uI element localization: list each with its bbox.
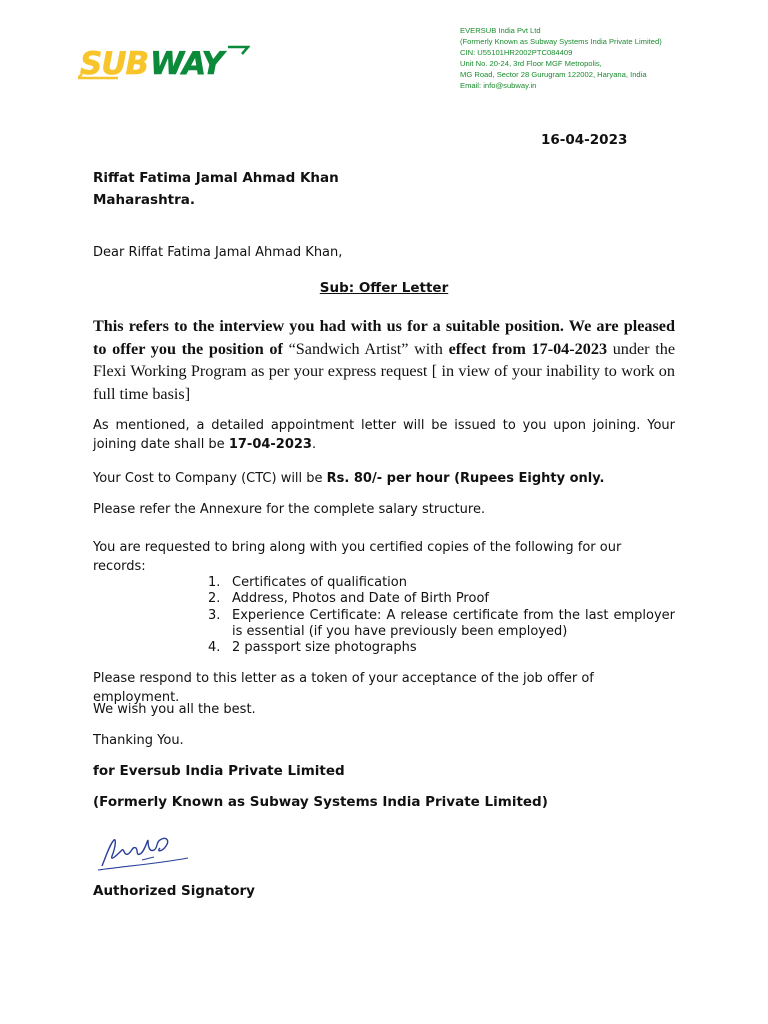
ctc-text: Your Cost to Company (CTC) will be: [93, 471, 327, 486]
ctc-paragraph: [93, 469, 675, 488]
documents-list: [208, 575, 675, 656]
list-text: Certificates of qualification: [232, 575, 407, 590]
authorized-signatory: Authorized Signatory: [93, 883, 255, 899]
intro-paragraph: [93, 315, 675, 405]
recipient-name: Riffat Fatima Jamal Ahmad Khan: [93, 170, 339, 186]
subject-line: Sub: Offer Letter: [319, 280, 449, 296]
company-line: (Formerly Known as Subway Systems India Private Limited): [460, 37, 662, 46]
signature-image: [96, 826, 196, 876]
company-line: Unit No. 20-24, 3rd Floor MGF Metropolis,: [460, 59, 602, 68]
respond-paragraph: Please respond to this letter as a token of your acceptance of the job offer of employment.: [93, 671, 594, 705]
intro-part1: This refers to the interview you had with us for a suitable position. We are pleased to offer you the position of: [93, 317, 675, 358]
formerly-known: (Formerly Known as Subway Systems India Private Limited): [93, 794, 548, 810]
company-line: CIN: U55101HR2002PTC084409: [460, 48, 573, 57]
letter-date: 16-04-2023: [541, 132, 628, 148]
joining-text: As mentioned, a detailed appointment letter will be issued to you upon joining. Your joining date shall be: [93, 418, 675, 452]
annexure-paragraph: Please refer the Annexure for the complete salary structure.: [93, 502, 486, 517]
svg-text:WAY: WAY: [150, 46, 223, 80]
for-company: for Eversub India Private Limited: [93, 763, 345, 779]
list-item: [208, 575, 675, 591]
recipient-state: Maharashtra.: [93, 192, 196, 208]
list-number: 3.: [208, 607, 221, 623]
wish-paragraph: We wish you all the best.: [93, 702, 256, 717]
company-line: EVERSUB India Pvt Ltd: [460, 26, 541, 35]
list-text: Experience Certificate: A release certificate from the last employer is essential (if you have previously been employed): [232, 607, 675, 639]
joining-paragraph: [93, 416, 675, 454]
list-text: Address, Photos and Date of Birth Proof: [232, 591, 489, 607]
recipient-address: [93, 167, 339, 211]
list-number: 2.: [208, 591, 221, 607]
intro-part3: under the Flexi Working Program as per your express request [ in view of your inability to work on full time basis]: [93, 339, 676, 403]
subway-logo: [78, 44, 250, 80]
list-number: 1.: [208, 575, 221, 590]
joining-date: 17-04-2023: [228, 437, 312, 452]
intro-effect-date: effect from 17-04-2023: [448, 339, 608, 358]
company-line[interactable]: Email: info@subway.in: [460, 81, 537, 90]
company-header: [460, 25, 662, 91]
salutation: Dear Riffat Fatima Jamal Ahmad Khan,: [93, 245, 343, 260]
list-item: [208, 591, 675, 607]
list-item: [208, 640, 675, 656]
company-line: MG Road, Sector 28 Gurugram 122002, Haryana, India: [460, 70, 647, 79]
list-text: 2 passport size photographs: [232, 640, 417, 656]
thanks-paragraph: Thanking You.: [93, 733, 184, 748]
list-item: [208, 608, 675, 641]
list-number: 4.: [208, 640, 221, 656]
ctc-amount: Rs. 80/- per hour (Rupees Eighty only.: [326, 471, 605, 486]
svg-text:SUB: SUB: [80, 46, 149, 80]
joining-end: .: [311, 437, 317, 452]
intro-position: “Sandwich Artist” with: [282, 339, 449, 358]
documents-intro: You are requested to bring along with you certified copies of the following for our records:: [93, 540, 622, 574]
